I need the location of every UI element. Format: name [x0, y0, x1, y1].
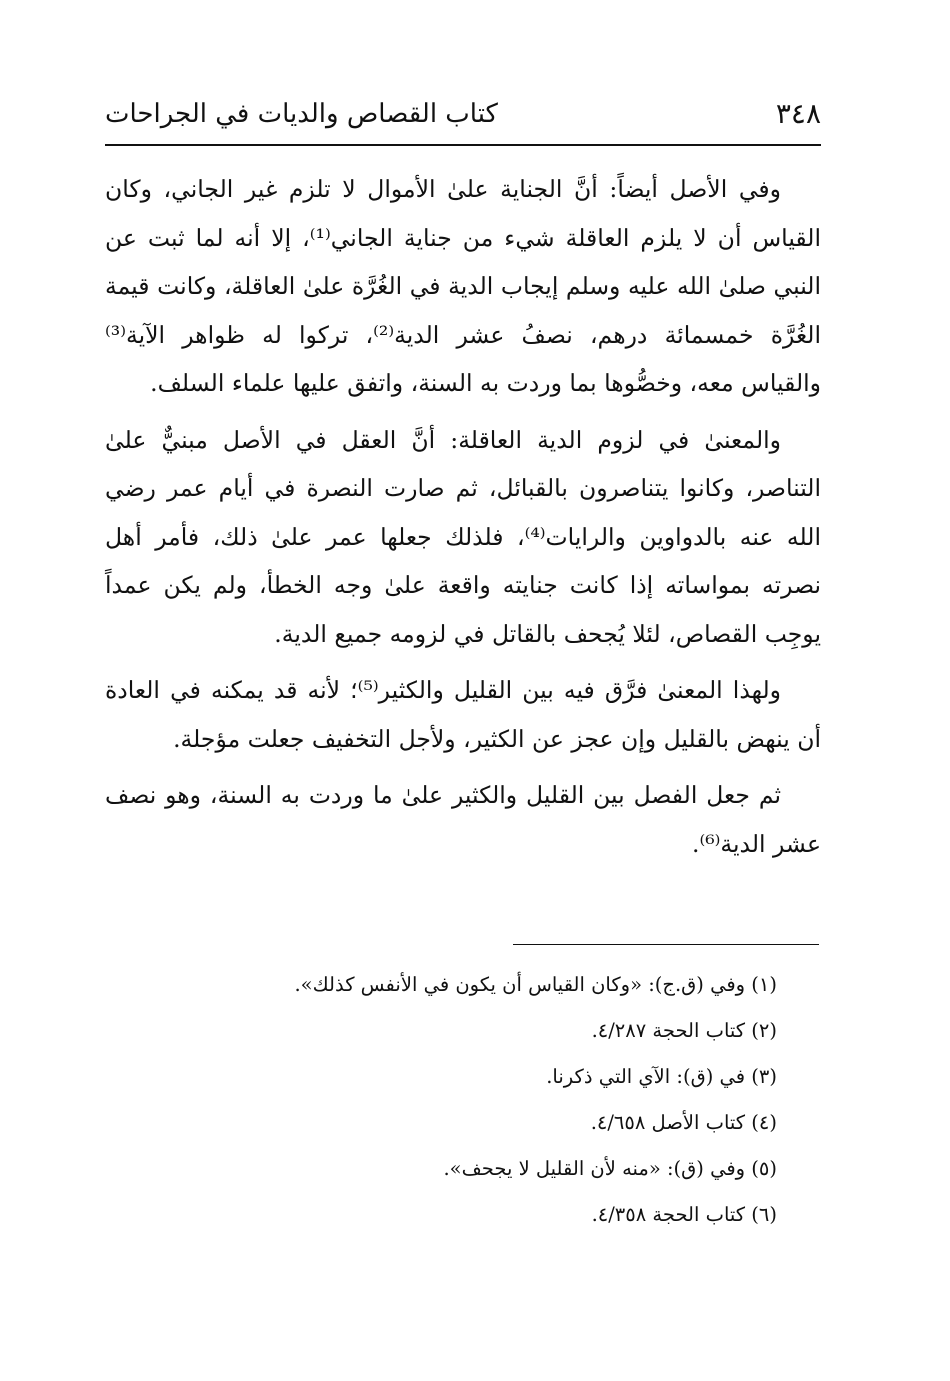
footnote-separator — [513, 944, 819, 945]
paragraph-3: ولهذا المعنىٰ فرَّق فيه بين القليل والكثير⁽⁵⁾؛ لأنه قد يمكنه في العادة أن ينهض بالقليل وإن عجز عن الكثير، ولأجل التخفيف جعلت مؤجلة. — [105, 676, 821, 753]
paragraph-2: والمعنىٰ في لزوم الدية العاقلة: أنَّ العقل في الأصل مبنيٌّ علىٰ التناصر، وكانوا يتناصرون بالقبائل، ثم صارت النصرة في أيام عمر رضي الله عنه بالدواوين والرايات⁽⁴⁾، فلذلك جعلها عمر علىٰ ذلك، فأمر أهل نصرته بمواساته إذا كانت جنايته واقعة علىٰ وجه الخطأ، ولم يكن عمداً يوجِب القصاص، لئلا يُجحف بالقاتل في لزومه جميع الدية. — [105, 425, 821, 648]
footnote-6: (٦) كتاب الحجة ٤/٣٥٨. — [591, 1203, 777, 1226]
footnote-2: (٢) كتاب الحجة ٤/٢٨٧. — [591, 1019, 777, 1042]
footnote-1: (١) وفي (ق.ج): «وكان القياس أن يكون في الأنفس كذلك». — [294, 973, 777, 996]
paragraph-4: ثم جعل الفصل بين القليل والكثير علىٰ ما وردت به السنة، وهو نصف عشر الدية⁽⁶⁾. — [105, 781, 821, 858]
main-text — [105, 165, 821, 876]
page-number: ٣٤٨ — [775, 97, 821, 130]
footnotes — [105, 962, 777, 1238]
footnote-5: (٥) وفي (ق): «منه لأن القليل لا يجحف». — [443, 1157, 777, 1180]
footnote-3: (٣) في (ق): الآي التي ذكرنا. — [546, 1065, 777, 1088]
running-title: كتاب القصاص والديات في الجراحات — [105, 99, 498, 129]
paragraph-1: وفي الأصل أيضاً: أنَّ الجناية علىٰ الأموال لا تلزم غير الجاني، وكان القياس أن لا يلزم العاقلة شيء من جناية الجاني⁽¹⁾، إلا أنه لما ثبت عن النبي صلىٰ الله عليه وسلم إيجاب الدية في الغُرَّة علىٰ العاقلة، وكانت قيمة الغُرَّة خمسمائة درهم، نصفُ عشر الدية⁽²⁾، تركوا له ظواهر الآية⁽³⁾ والقياس معه، وخصُّوها بما وردت به السنة، واتفق عليها علماء السلف. — [105, 175, 821, 397]
page-header — [105, 92, 821, 146]
footnote-4: (٤) كتاب الأصل ٤/٦٥٨. — [590, 1111, 777, 1134]
